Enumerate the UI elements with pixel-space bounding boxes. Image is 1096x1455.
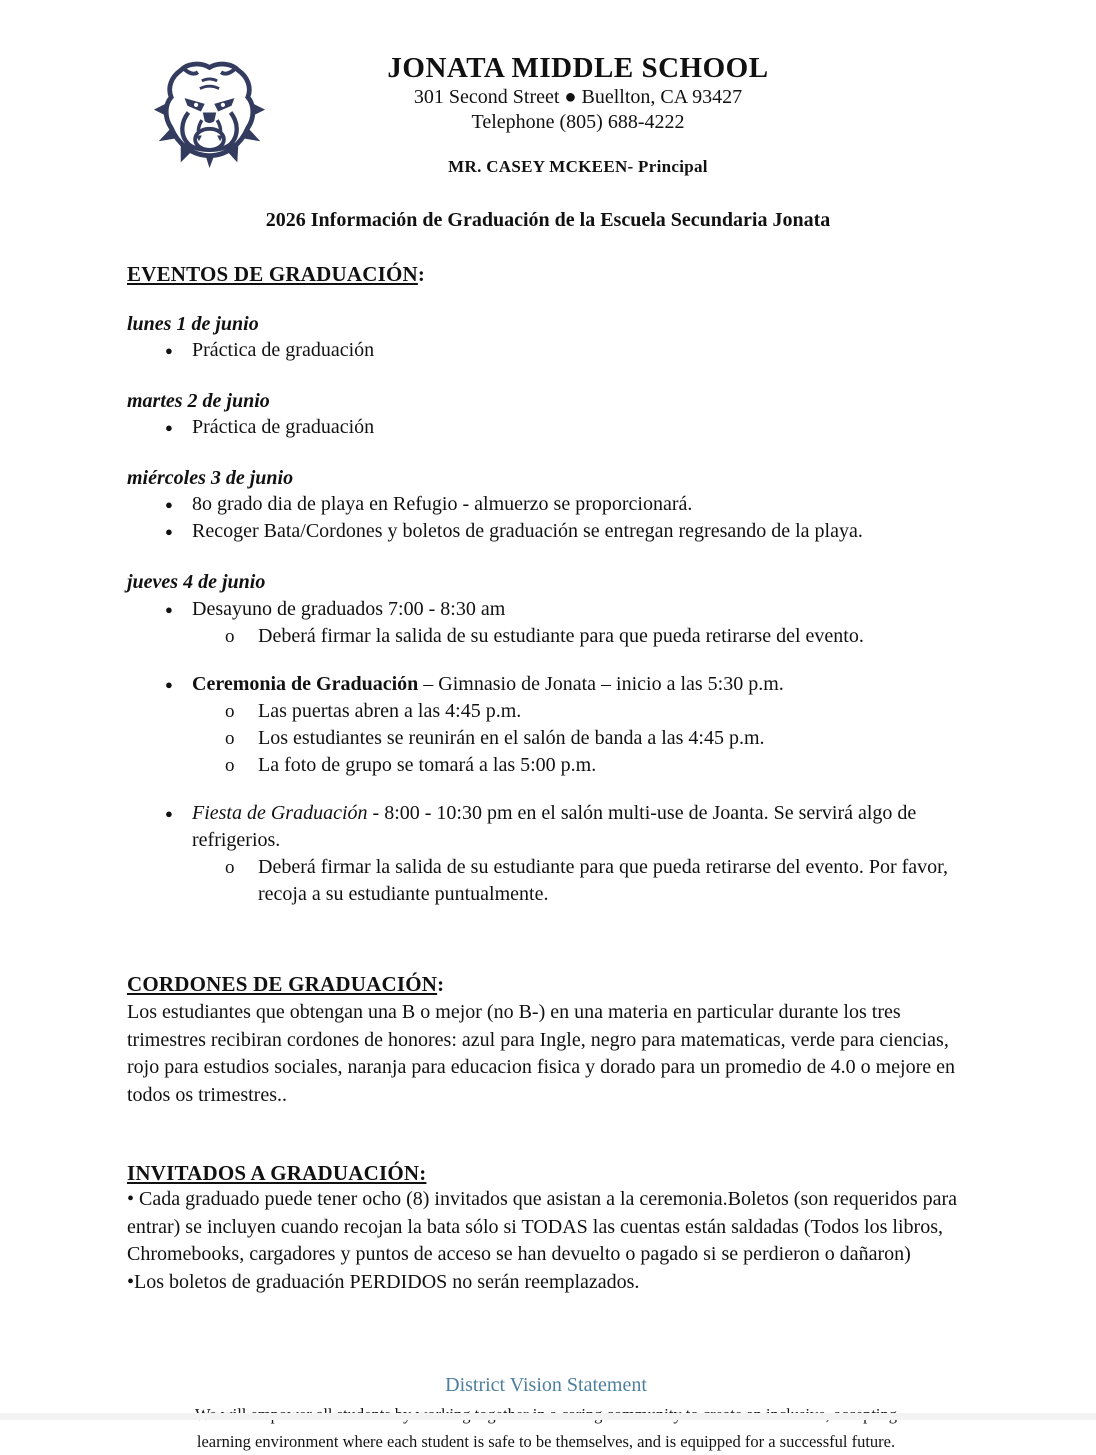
bullet-icon: ● <box>165 602 173 617</box>
sub-bullet-icon: o <box>225 626 235 647</box>
bullet-group-desayuno <box>127 596 965 650</box>
sub-bullet-text: Deberá firmar la salida de su estudiante para que pueda retirarse del evento. Por favor, recoja a su estudiante puntualmente. <box>258 856 949 905</box>
cordones-body: Los estudiantes que obtengan una B o mejor (no B-) en una materia en particular durante los tres trimestres recibiran cordones de honores: azul para Ingle, negro para matematicas, verde para ciencias, rojo para estudios sociales, naranja para educacion fisica y dorado para un promedio de 4.0 o mejore en todos os trimestres.. <box>127 1001 956 1106</box>
bullet-text: Recoger Bata/Cordones y boletos de graduación se entregan regresando de la playa. <box>192 520 863 542</box>
doc-title: 2026 Información de Graduación de la Escuela Secundaria Jonata <box>265 209 831 231</box>
bullet-text <box>192 671 784 698</box>
day-date: jueves 4 de junio <box>127 571 266 593</box>
sub-list-item <box>127 698 965 725</box>
letterhead <box>0 0 1096 177</box>
document-body <box>0 262 1096 1455</box>
invitados-item: • Cada graduado puede tener ocho (8) invitados que asistan a la ceremonia.Boletos (son requeridos para entrar) se incluyen cuando recojan la bata sólo si TODAS las cuentas están saldadas (Todos los libros, Chromebooks, cargadores y puntos de acceso se han devuelto o pagado si se perdieron o dañaron) <box>127 1188 958 1265</box>
section-heading-invitados: INVITADOS A GRADUACIÓN: <box>127 1161 427 1185</box>
section-heading-eventos: EVENTOS DE GRADUACIÓN: <box>127 262 426 286</box>
bullet-icon: ● <box>165 420 173 435</box>
list-item <box>127 518 965 545</box>
bullet-icon: ● <box>165 497 173 512</box>
bullet-icon: ● <box>165 677 173 692</box>
invitados-item: •Los boletos de graduación PERDIDOS no serán reemplazados. <box>127 1270 640 1293</box>
day-block-jueves <box>127 569 965 908</box>
footer-bar <box>0 1413 1096 1420</box>
day-block-lunes <box>127 311 965 364</box>
bullet-lead: Fiesta de Graduación <box>192 802 368 824</box>
bullet-lead: Ceremonia de Graduación <box>192 673 419 695</box>
bullet-rest: - 8:00 - 10:30 pm en el salón multi-use de Joanta. Se servirá algo de refrigerios. <box>192 802 917 851</box>
sub-list-item <box>127 623 965 650</box>
sub-bullet-text: Deberá firmar la salida de su estudiante para que pueda retirarse del evento. <box>258 625 864 647</box>
bullet-rest: – Gimnasio de Jonata – inicio a las 5:30 p.m. <box>418 673 784 695</box>
list-item <box>127 800 965 854</box>
school-name: JONATA MIDDLE SCHOOL <box>387 52 769 84</box>
day-date: lunes 1 de junio <box>127 313 259 335</box>
school-phone: Telephone (805) 688-4222 <box>471 111 685 133</box>
bullet-text: Práctica de graduación <box>192 339 375 361</box>
bullet-icon: ● <box>165 806 173 821</box>
sub-list-item <box>127 854 965 908</box>
bulldog-logo-icon <box>152 55 267 170</box>
sub-bullet-text: Las puertas abren a las 4:45 p.m. <box>258 700 522 722</box>
sub-list-item <box>127 752 965 779</box>
bullet-icon: ● <box>165 343 173 358</box>
day-date: martes 2 de junio <box>127 390 270 412</box>
bullet-group-fiesta <box>127 800 965 908</box>
vision-text <box>127 1401 965 1455</box>
school-address: 301 Second Street ● Buellton, CA 93427 <box>413 86 743 108</box>
principal-line: MR. CASEY MCKEEN- Principal <box>448 157 708 176</box>
sub-bullet-icon: o <box>225 728 235 749</box>
sub-bullet-text: Los estudiantes se reunirán en el salón de banda a las 4:45 p.m. <box>258 727 765 749</box>
sub-bullet-icon: o <box>225 857 235 878</box>
list-item <box>127 337 965 364</box>
bullet-icon: ● <box>165 524 173 539</box>
sub-bullet-icon: o <box>225 701 235 722</box>
bullet-text: Práctica de graduación <box>192 416 375 438</box>
list-item <box>127 596 965 623</box>
list-item <box>127 491 965 518</box>
list-item <box>127 414 965 441</box>
list-item <box>127 671 965 698</box>
bullet-text <box>192 800 965 854</box>
day-block-martes <box>127 388 965 441</box>
vision-title: District Vision Statement <box>445 1374 647 1396</box>
section-heading-cordones: CORDONES DE GRADUACIÓN: <box>127 972 445 996</box>
day-date: miércoles 3 de junio <box>127 467 294 489</box>
bullet-text: 8o grado dia de playa en Refugio - almuerzo se proporcionará. <box>192 493 693 515</box>
sub-list-item <box>127 725 965 752</box>
bullet-group-ceremonia <box>127 671 965 779</box>
bullet-text: Desayuno de graduados 7:00 - 8:30 am <box>192 598 506 620</box>
sub-bullet-icon: o <box>225 755 235 776</box>
vision-line: learning environment where each student is safe to be themselves, and is equipped for a successful future. <box>196 1432 896 1451</box>
sub-bullet-text: La foto de grupo se tomará a las 5:00 p.m. <box>258 754 597 776</box>
day-block-miercoles <box>127 465 965 545</box>
